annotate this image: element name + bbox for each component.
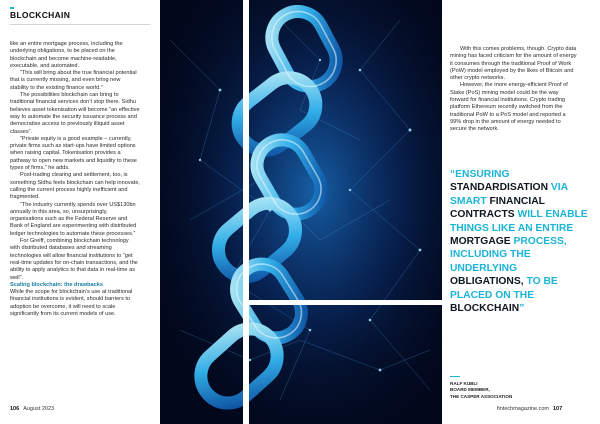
pull-quote-part: MORTGAGE bbox=[450, 236, 514, 248]
site-url: fintechmagazine.com bbox=[497, 406, 549, 412]
paragraph: However, the more energy-efficient Proof of Stake (PoS) mining model could be the way forward for financial institutions. Crypto trading platform Ethereum recently switched from the traditional PoW to a PoS model and reported a 99% drop in the amount of energy needed to secure the network. bbox=[450, 82, 568, 133]
pull-quote-part: TO BE PLACED ON THE bbox=[450, 276, 558, 301]
paragraph: “The industry currently spends over US$130bn annually in this area, so, unsurprisingly, organisations such as the Federal Reserve and Bank of England are experimenting with distributed ledger technologies to automate these processes.” bbox=[10, 201, 137, 237]
paragraph: While the scope for blockchain’s use at traditional financial institutions is evident, should barriers to adoption be overcome, it will need to scale significantly from its current models of use. bbox=[10, 289, 133, 317]
attribution-title: BOARD MEMBER, bbox=[450, 387, 490, 393]
paragraph: “This will bring about the true financial potential that is currently missing, and even bring new stability to the existing finance world.” bbox=[10, 70, 137, 91]
pull-quote-part: OBLIGATIONS, bbox=[450, 276, 527, 288]
pull-quote-part: STANDARDISATION bbox=[450, 182, 551, 194]
section-label-text: BLOCKCHAIN bbox=[10, 10, 71, 20]
section-subheading: Scaling blockchain: the drawbacks bbox=[10, 281, 103, 288]
blockchain-chain-image bbox=[160, 0, 442, 424]
right-column bbox=[450, 46, 578, 134]
attribution-name: RALF KUBLI bbox=[450, 381, 478, 386]
paragraph: like an entire mortgage process, including the underlying obligations, to be placed on the blockchain and become machine-readable, executable, and automated. bbox=[10, 41, 123, 69]
pull-quote-part: VIA SMART bbox=[450, 182, 568, 207]
paragraph: “Private equity is a good example – currently, private firms such as start-ups have limited options when raising capital. Tokenisation provides a pathway to open new markets and liquidity to these types of firms,” he adds. bbox=[10, 135, 137, 172]
footer-left bbox=[10, 406, 54, 412]
paragraph: Post-trading clearing and settlement, too, is something Sidhu feels blockchain can help innovate, calling the current process highly inefficient and fragmented. bbox=[10, 172, 140, 201]
pull-quote-part: “ENSURING bbox=[450, 169, 510, 180]
pull-quote-part: WILL ENABLE THINGS LIKE AN ENTIRE bbox=[450, 209, 588, 234]
attribution-org: THE CASPER ASSOCIATION bbox=[450, 393, 513, 399]
issue-date: August 2023 bbox=[23, 406, 55, 412]
quote-attribution bbox=[450, 376, 590, 400]
pull-quote bbox=[450, 168, 590, 315]
page-number-left: 106 bbox=[10, 406, 20, 412]
section-label bbox=[10, 10, 70, 20]
paragraph: With this comes problems, though. Crypto data mining has faced criticism for the amount of energy it consumes through the traditional Proof of Work (PoW) model employed by the likes of Bitcoin and other crypto networks. bbox=[450, 46, 577, 82]
header-rule bbox=[10, 24, 150, 25]
attribution-rule bbox=[450, 376, 460, 377]
image-gutter-horizontal bbox=[249, 300, 442, 305]
pull-quote-part: FINANCIAL CONTRACTS bbox=[450, 195, 545, 221]
paragraph: For Greiff, combining blockchain technology with distributed databases and streaming technologies will allow financial institutions to “get real-time updates for on-chain transactions, and the ability to apply analytics to that data in real-time as well”. bbox=[10, 238, 138, 281]
left-column bbox=[10, 41, 140, 318]
pull-quote-part: ” bbox=[519, 303, 525, 315]
section-accent-bar bbox=[10, 7, 14, 9]
pull-quote-part: BLOCKCHAIN bbox=[450, 303, 520, 315]
footer-right bbox=[497, 406, 562, 412]
page-number-right: 107 bbox=[552, 406, 563, 412]
pull-quote-part: PROCESS, INCLUDING THE UNDERLYING bbox=[450, 236, 567, 274]
paragraph: The possibilities blockchain can bring to traditional financial services don’t stop there. Sidhu believes asset tokenisation will become “an effective way to automate the security issuance process and democratise access to previously illiquid asset classes”. bbox=[10, 92, 140, 135]
image-gutter-vertical bbox=[243, 0, 249, 424]
